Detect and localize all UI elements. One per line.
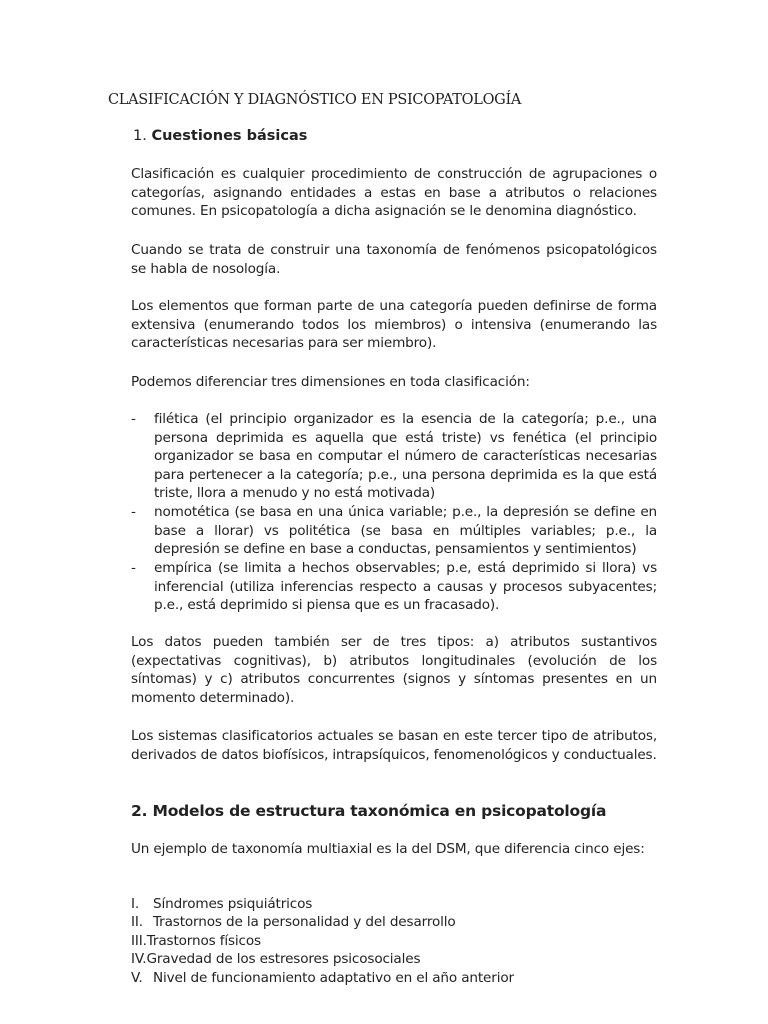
section-1-title: Cuestiones básicas — [151, 128, 308, 144]
axis-item — [131, 913, 456, 932]
paragraph-nosology: Cuando se trata de construir una taxonomía de fenómenos psicopatológicos se habla de nosología. — [131, 242, 657, 277]
paragraph-current-systems: Los sistemas clasificatorios actuales se basan en este tercer tipo de atributos, derivados de datos biofísicos, intrapsíquicos, fenomenológicos y conductuales. — [131, 728, 657, 763]
paragraph-data-types: Los datos pueden también ser de tres tipos: a) atributos sustantivos (expectativas cognitivas), b) atributos longitudinales (evolución de los síntomas) y c) atributos concurrentes (signos y síntomas presentes en un momento determinado). — [131, 634, 657, 706]
paragraph-dsm: Un ejemplo de taxonomía multiaxial es la del DSM, que diferencia cinco ejes: — [131, 841, 645, 857]
paragraph-categories: Los elementos que forman parte de una categoría pueden definirse de forma extensiva (enumerando todos los miembros) o intensiva (enumerando las características necesarias para ser miembro). — [131, 298, 657, 351]
section-2-heading: 2. Modelos de estructura taxonómica en psicopatología — [131, 802, 607, 820]
axis-item — [131, 932, 261, 951]
bullet-text: empírica (se limita a hechos observables; p.e, está deprimido si llora) vs inferencial (utiliza inferencias respecto a causas y procesos subyacentes; p.e., está deprimido si piensa que es un fracasado). — [154, 560, 657, 613]
axis-number: I. — [131, 896, 140, 912]
document-title: CLASIFICACIÓN Y DIAGNÓSTICO EN PSICOPATOLOGÍA — [108, 92, 522, 108]
axis-item — [131, 969, 514, 988]
axis-item — [131, 895, 312, 914]
paragraph-dimensions-intro: Podemos diferenciar tres dimensiones en toda clasificación: — [131, 374, 530, 390]
bullet-text: nomotética (se basa en una única variable; p.e., la depresión se define en base a llorar) vs politética (se basa en múltiples variables; p.e., la depresión se define en base a conductas, pensamientos y sentimientos) — [154, 504, 657, 557]
axis-label: Gravedad de los estresores psicosociales — [146, 951, 421, 967]
bullet-item — [131, 503, 657, 559]
section-1-number: 1. — [133, 128, 147, 144]
axis-label: Trastornos de la personalidad y del desarrollo — [153, 914, 456, 930]
axis-label: Nivel de funcionamiento adaptativo en el año anterior — [153, 970, 514, 986]
axis-number: V. — [131, 970, 143, 986]
bullet-dash: - — [131, 560, 136, 576]
bullet-dash: - — [131, 411, 136, 427]
axis-item — [131, 950, 420, 969]
paragraph-definition: Clasificación es cualquier procedimiento de construcción de agrupaciones o categorías, asignando entidades a estas en base a atributos o relaciones comunes. En psicopatología a dicha asignación se le denomina diagnóstico. — [131, 166, 657, 219]
axis-number: II. — [131, 914, 143, 930]
axis-number: III. — [131, 933, 147, 949]
bullet-item — [131, 559, 657, 615]
section-1-heading — [133, 128, 307, 144]
bullet-item — [131, 410, 657, 503]
bullet-text: filética (el principio organizador es la esencia de la categoría; p.e., una persona deprimida es aquella que está triste) vs fenética (el principio organizador se basa en computar el número de características necesarias para pertenecer a la categoría; p.e., una persona deprimida es la que está triste, llora a menudo y no está motivada) — [154, 411, 657, 501]
axis-label: Síndromes psiquiátricos — [153, 896, 313, 912]
axis-number: IV. — [131, 951, 147, 967]
bullet-dash: - — [131, 504, 136, 520]
axis-label: Trastornos físicos — [146, 933, 261, 949]
